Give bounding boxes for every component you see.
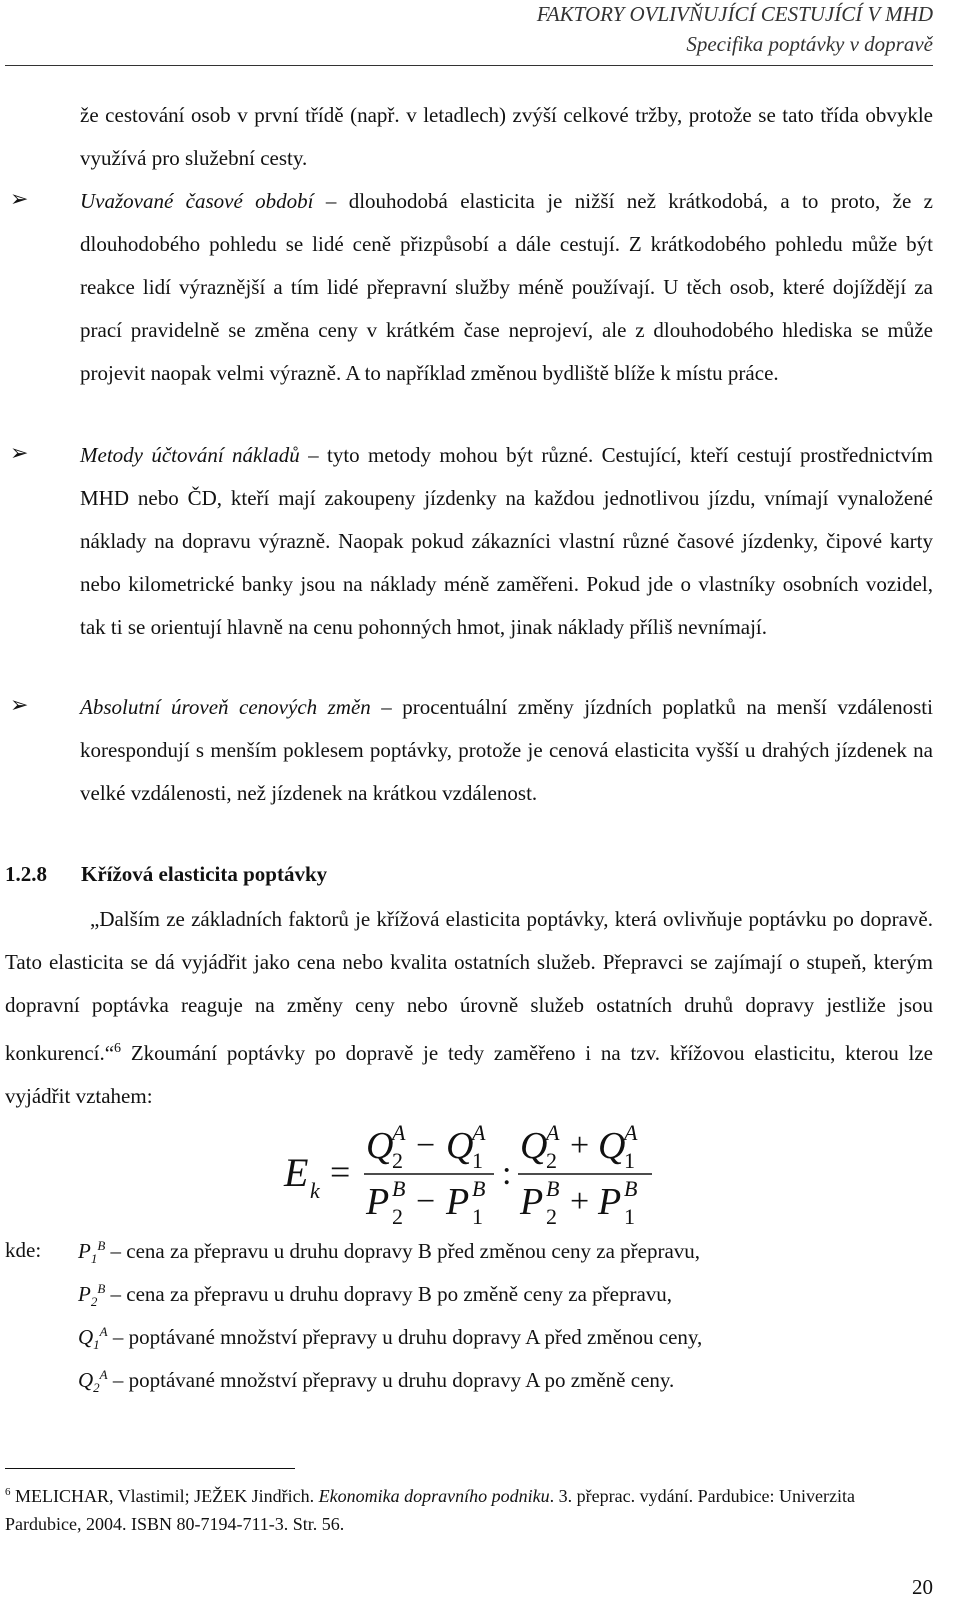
formula-sup: A: [392, 1120, 406, 1145]
definition-item: $P_1^B$ – cena za přepravu u druhu dopravy B před změnou ceny za přepravu,: [78, 1238, 701, 1267]
formula-sup: A: [472, 1120, 486, 1145]
definition-sup: A: [99, 1324, 108, 1339]
cross-elasticity-formula: [280, 1110, 700, 1235]
formula-p1: P: [598, 1181, 622, 1223]
definition-text: poptávané množství přepravy u druhu dopravy A po změně ceny.: [128, 1368, 675, 1392]
formula-sub: 1: [624, 1148, 635, 1173]
formula-sup: B: [472, 1176, 486, 1201]
definition-sub: 1: [90, 1251, 98, 1267]
definition-sub: 1: [93, 1337, 100, 1353]
definition-item: $Q_1^A$ – poptávané množství přepravy u druhu dopravy A před změnou ceny,: [78, 1324, 703, 1353]
formula-sub: 2: [546, 1204, 557, 1225]
footnote-reference: 6: [114, 1041, 122, 1056]
bullet-text: – procentuální změny jízdních poplatků na menší vzdálenosti korespondují s menším poklesem poptávky, protože je cenová elasticita vyšší u drahých jízdenek na velké vzdálenosti, než jízdenek na krátkou vzdálenost.: [80, 695, 933, 805]
definition-symbol: Q: [78, 1368, 94, 1392]
formula-p1: P: [446, 1181, 470, 1223]
running-header-title: FAKTORY OVLIVŇUJÍCÍ CESTUJÍCÍ V MHD: [536, 2, 933, 26]
footnote-rest: . 3. přeprac. vydání. Pardubice: Univerzita Pardubice, 2004. ISBN 80-7194-711-3. Str. 56.: [5, 1486, 856, 1534]
definition-text: cena za přepravu u druhu dopravy B před změnou ceny za přepravu,: [126, 1239, 701, 1263]
formula-sup: B: [546, 1176, 560, 1201]
formula-q2: Q: [520, 1125, 548, 1167]
formula-minus: −: [416, 1183, 436, 1220]
definition-item: $Q_2^A$ – poptávané množství přepravy u druhu dopravy A po změně ceny.: [78, 1367, 675, 1396]
formula-lhs-sub: k: [310, 1178, 320, 1203]
formula-sub: 1: [472, 1148, 483, 1173]
definitions-label: kde:: [5, 1238, 42, 1262]
formula-plus: +: [570, 1127, 590, 1164]
bullet-item-price-changes: [80, 686, 933, 815]
formula-q1: Q: [446, 1125, 474, 1167]
formula-lhs: E: [284, 1150, 309, 1195]
definition-text: cena za přepravu u druhu dopravy B po změně ceny za přepravu,: [126, 1282, 673, 1306]
footnote-authors: MELICHAR, Vlastimil; JEŽEK Jindřich.: [15, 1486, 319, 1506]
definition-sup: B: [97, 1281, 106, 1296]
formula-sub: 2: [546, 1148, 557, 1173]
formula-sup: A: [624, 1120, 638, 1145]
definition-symbol: P: [78, 1282, 91, 1306]
quoted-text: „Dalším ze základních faktorů je křížová elasticita poptávky, která ovlivňuje poptávku po dopravě. Tato elasticita se dá vyjádřit jako cena nebo kvalita ostatních služeb. Přepravci se zajímají o stupeň, kterým dopravní poptávka reaguje na změny ceny nebo úrovně služeb ostatních druhů dopravy jestliže jsou konkurencí.“: [5, 907, 933, 1065]
formula-sub: 2: [392, 1204, 403, 1225]
formula-graphic: [280, 1110, 700, 1225]
bullet-arrow-icon: ➢: [10, 692, 29, 717]
formula-plus: +: [570, 1183, 590, 1220]
formula-q1: Q: [598, 1125, 626, 1167]
definition-sup: B: [97, 1238, 106, 1253]
footnote: [5, 1478, 933, 1538]
bullet-item-time-period: [80, 180, 933, 395]
formula-sub: 2: [392, 1148, 403, 1173]
paragraph-rest: Zkoumání poptávky po dopravě je tedy zaměřeno i na tzv. křížovou elasticitu, kterou lze vyjádřit vztahem:: [5, 1041, 933, 1108]
definition-sub: 2: [90, 1294, 98, 1310]
formula-minus: −: [416, 1127, 436, 1164]
definition-item: $P_2^B$ – cena za přepravu u druhu dopravy B po změně ceny za přepravu,: [78, 1281, 673, 1310]
header-rule: [5, 65, 933, 66]
definition-sub: 2: [93, 1380, 100, 1396]
formula-equals: =: [330, 1152, 351, 1192]
bullet-term: Absolutní úroveň cenových změn: [80, 695, 371, 719]
section-number: 1.2.8: [5, 862, 47, 886]
formula-sup: A: [546, 1120, 560, 1145]
definition-text: poptávané množství přepravy u druhu dopravy A před změnou ceny,: [128, 1325, 703, 1349]
footnote-number: 6: [5, 1486, 11, 1498]
section-title: Křížová elasticita poptávky: [81, 862, 328, 886]
bullet-item-cost-methods: [80, 434, 933, 649]
continuation-paragraph: že cestování osob v první třídě (např. v letadlech) zvýší celkové tržby, protože se tato třída obvykle využívá pro služební cesty.: [80, 103, 933, 170]
definition-symbol: P: [78, 1239, 91, 1263]
formula-q2: Q: [366, 1125, 394, 1167]
formula-sup: B: [624, 1176, 638, 1201]
running-header-subtitle: Specifika poptávky v dopravě: [686, 32, 933, 56]
formula-p2: P: [520, 1181, 544, 1223]
definition-symbol: Q: [78, 1325, 94, 1349]
bullet-term: Uvažované časové období: [80, 189, 314, 213]
formula-sup: B: [392, 1176, 406, 1201]
footnote-title: Ekonomika dopravního podniku: [318, 1486, 550, 1506]
footnote-rule: [5, 1468, 295, 1469]
body-paragraph: [5, 898, 933, 1118]
bullet-text: – dlouhodobá elasticita je nižší než krátkodobá, a to proto, že z dlouhodobého pohledu se lidé ceně přizpůsobí a dále cestují. Z krátkodobého pohledu může být reakce lidí výraznější a tím lidé přepravní služby méně používají. U těch osob, které dojíždějí za prací pravidelně se změna ceny v krátkém čase neprojeví, ale z dlouhodobého hlediska se může projevit naopak velmi výrazně. A to například změnou bydliště blíže k místu práce.: [80, 189, 933, 385]
formula-sub: 1: [624, 1204, 635, 1225]
bullet-term: Metody účtování nákladů: [80, 443, 300, 467]
bullet-arrow-icon: ➢: [10, 186, 29, 211]
formula-p2: P: [366, 1181, 390, 1223]
definition-sup: A: [99, 1367, 108, 1382]
section-heading: [5, 862, 327, 887]
formula-sub: 1: [472, 1204, 483, 1225]
bullet-arrow-icon: ➢: [10, 440, 29, 465]
formula-colon: :: [502, 1155, 512, 1192]
page-number: 20: [912, 1575, 933, 1599]
bullet-text: – tyto metody mohou být různé. Cestující, kteří cestují prostřednictvím MHD nebo ČD, kteří mají zakoupeny jízdenky na každou jednotlivou jízdu, vnímají vynaložené náklady na dopravu výrazně. Naopak pokud zákazníci vlastní různé časové jízdenky, čipové karty nebo kilometrické banky jsou na náklady méně zaměřeni. Pokud jde o vlastníky osobních vozidel, tak ti se orientují hlavně na cenu pohonných hmot, jinak náklady příliš nevnímají.: [80, 443, 933, 639]
